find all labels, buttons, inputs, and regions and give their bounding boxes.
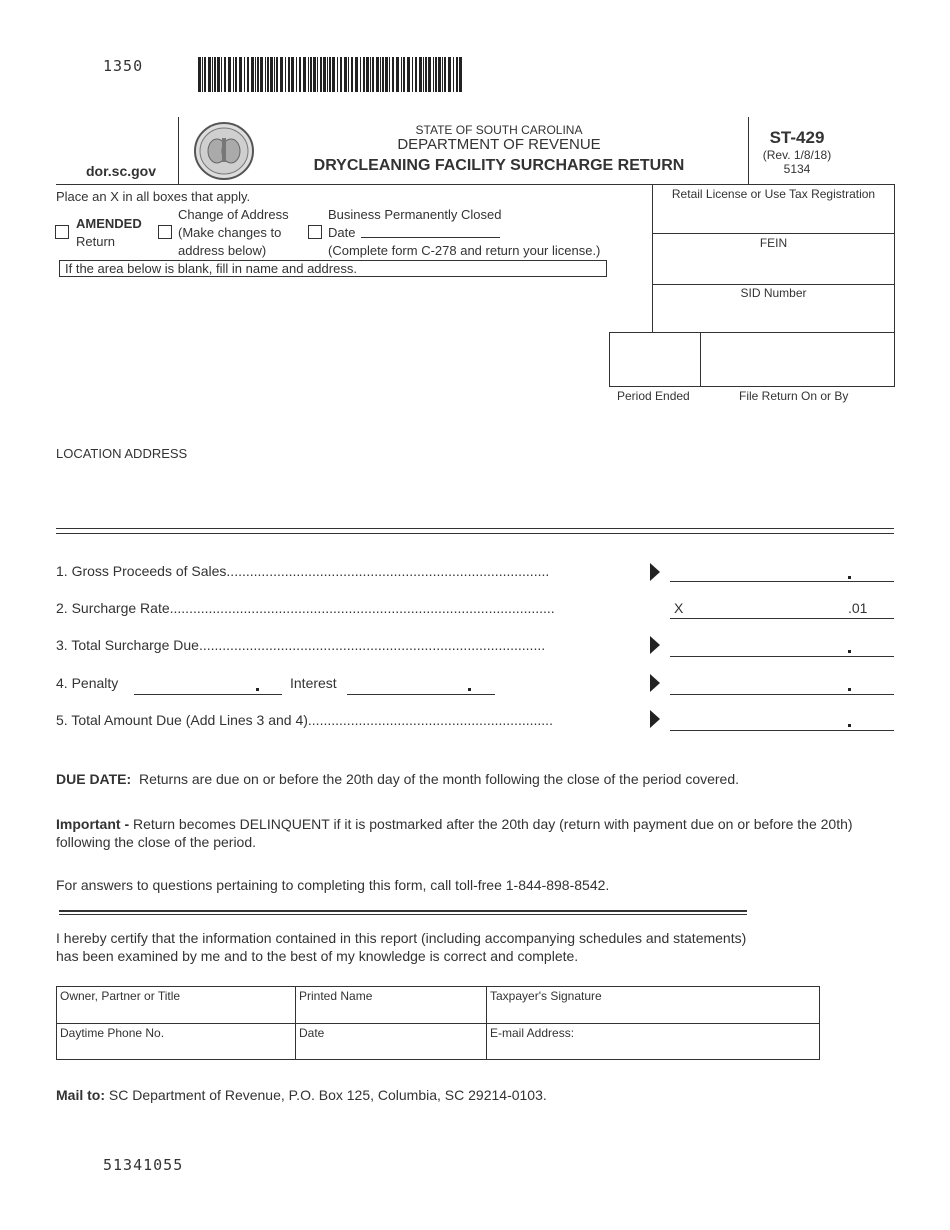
state-seal-icon <box>193 122 255 180</box>
date-field[interactable]: Date <box>299 1026 325 1040</box>
change-address-line-2: (Make changes to <box>178 225 282 240</box>
line-1-arrow-icon <box>650 563 660 581</box>
amended-sub-label: Return <box>76 234 116 249</box>
interest-field[interactable] <box>347 694 495 695</box>
important-note <box>56 815 896 851</box>
line-3-amount-field[interactable] <box>670 656 894 657</box>
change-address-label <box>178 206 289 260</box>
state-name: STATE OF SOUTH CAROLINA <box>415 123 583 137</box>
mail-to-label: Mail to: <box>56 1087 105 1103</box>
penalty-field[interactable] <box>134 694 282 695</box>
change-address-line-1: Change of Address <box>178 207 289 222</box>
blank-area-notice: If the area below is blank, fill in name and address. <box>59 260 607 277</box>
important-text: Return becomes DELINQUENT if it is postmarked after the 20th day (return with payment due on or before the 20th) following the close of the period. <box>56 816 853 850</box>
form-code-top: 1350 <box>103 57 144 75</box>
period-box-left-edge <box>609 332 610 387</box>
right-box-right-edge <box>894 184 895 387</box>
line-3-label: 3. Total Surcharge Due......................................................................................... <box>56 637 546 653</box>
department-name: DEPARTMENT OF REVENUE <box>397 136 601 153</box>
section-rule-1 <box>56 528 894 529</box>
line-5-label: 5. Total Amount Due (Add Lines 3 and 4)............................................................... <box>56 712 553 728</box>
line-4-label: 4. Penalty <box>56 675 119 691</box>
retail-license-label: Retail License or Use Tax Registration <box>671 187 876 201</box>
form-revision: (Rev. 1/8/18) <box>762 148 832 162</box>
change-address-checkbox[interactable] <box>158 225 172 239</box>
line-4-arrow-icon <box>650 674 660 692</box>
important-label: Important - <box>56 816 130 832</box>
line-5-decimal-point <box>848 724 851 727</box>
header-divider-right <box>748 117 749 185</box>
retail-license-box-bottom <box>652 233 894 234</box>
line-1-amount-field[interactable] <box>670 581 894 582</box>
due-date-note <box>56 771 896 787</box>
form-id: 5134 <box>783 162 811 176</box>
penalty-decimal-point <box>256 688 259 691</box>
line-5-amount-field[interactable] <box>670 730 894 731</box>
right-box-left-edge <box>652 184 653 332</box>
period-box-divider <box>700 332 701 387</box>
line-4-decimal-point <box>848 688 851 691</box>
sid-box-bottom <box>609 332 894 333</box>
signature-table-row-divider <box>56 1023 820 1024</box>
owner-title-field[interactable]: Owner, Partner or Title <box>60 989 181 1003</box>
line-2-prefix: X <box>674 600 684 616</box>
closed-date-field[interactable] <box>361 237 500 238</box>
printed-name-field[interactable]: Printed Name <box>299 989 373 1003</box>
mark-boxes-instruction: Place an X in all boxes that apply. <box>56 189 251 204</box>
business-closed-line-3: (Complete form C-278 and return your license.) <box>328 243 601 258</box>
period-ended-label: Period Ended <box>617 389 690 403</box>
interest-decimal-point <box>468 688 471 691</box>
email-field[interactable]: E-mail Address: <box>490 1026 575 1040</box>
sid-label: SID Number <box>740 286 807 300</box>
amended-label: AMENDED <box>76 216 142 231</box>
certification-statement: I hereby certify that the information contained in this report (including accompanying schedules and statements) has been examined by me and to the best of my knowledge is correct and complete. <box>56 930 747 964</box>
barcode-image <box>198 57 468 92</box>
line-5-arrow-icon <box>650 710 660 728</box>
header-bottom-rule <box>56 184 894 185</box>
form-id-block <box>752 128 842 176</box>
header-divider-left <box>178 117 179 185</box>
phone-note: For answers to questions pertaining to completing this form, call toll-free 1-844-898-8542. <box>56 877 610 893</box>
certify-rule-2 <box>59 914 747 915</box>
due-date-text: Returns are due on or before the 20th day of the month following the close of the period covered. <box>138 771 740 787</box>
line-1-label: 1. Gross Proceeds of Sales................................................................................... <box>56 563 550 579</box>
line-3-decimal-point <box>848 650 851 653</box>
form-number: ST-429 <box>769 128 825 147</box>
change-address-line-3: address below) <box>178 243 267 258</box>
line-2-amount-field <box>670 618 894 619</box>
closed-date-label: Date <box>328 225 356 240</box>
taxpayer-signature-field[interactable]: Taxpayer's Signature <box>490 989 602 1003</box>
fein-label: FEIN <box>759 236 788 250</box>
fein-box-bottom <box>652 284 894 285</box>
due-date-label: DUE DATE: <box>56 771 132 787</box>
line-1-decimal-point <box>848 576 851 579</box>
period-box-bottom <box>609 386 894 387</box>
line-3-arrow-icon <box>650 636 660 654</box>
line-2-rate: .01 <box>848 600 868 616</box>
mail-to-address: SC Department of Revenue, P.O. Box 125, Columbia, SC 29214-0103. <box>108 1087 547 1103</box>
section-rule-2 <box>56 533 894 534</box>
business-closed-checkbox[interactable] <box>308 225 322 239</box>
interest-label: Interest <box>290 675 337 691</box>
business-closed-line-1: Business Permanently Closed <box>328 207 502 222</box>
form-title: DRYCLEANING FACILITY SURCHARGE RETURN <box>313 157 685 174</box>
website: dor.sc.gov <box>86 163 157 179</box>
mail-to <box>56 1087 547 1103</box>
file-return-label: File Return On or By <box>739 389 849 403</box>
line-4-amount-field[interactable] <box>670 694 894 695</box>
amended-checkbox[interactable] <box>55 225 69 239</box>
daytime-phone-field[interactable]: Daytime Phone No. <box>60 1026 165 1040</box>
form-code-bottom: 51341055 <box>103 1156 184 1174</box>
location-address-label: LOCATION ADDRESS <box>56 446 188 461</box>
business-closed-label <box>328 206 600 260</box>
certify-rule-1 <box>59 910 747 912</box>
header-titles <box>300 124 698 177</box>
line-2-label: 2. Surcharge Rate................................................................................................... <box>56 600 555 616</box>
